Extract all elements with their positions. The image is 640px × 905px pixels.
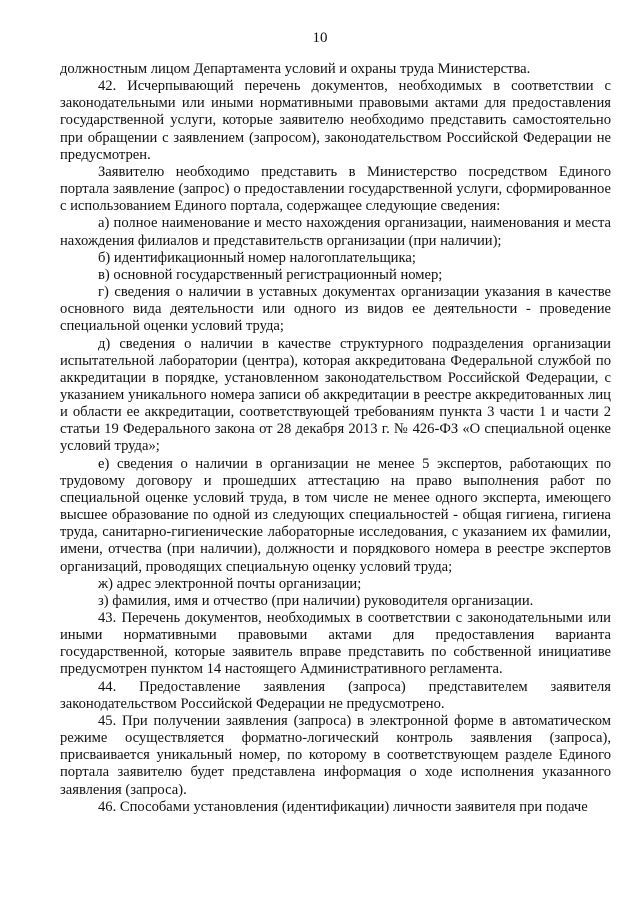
paragraph-44: 44. Предоставление заявления (запроса) представителем заявителя законодательством Российской Федерации не предусмотрено. bbox=[60, 678, 611, 712]
paragraph-43: 43. Перечень документов, необходимых в соответствии с законодательными или иными нормативными правовыми актами для предоставления варианта государственной, которые заявитель вправе представить по собственной инициативе предусмотрен пунктом 14 настоящего Административного регламента. bbox=[60, 610, 611, 678]
list-item-a: а) полное наименование и место нахождения организации, наименования и места нахождения филиалов и представительств организации (при наличии); bbox=[60, 215, 611, 249]
page-number: 10 bbox=[312, 30, 328, 46]
document-body bbox=[60, 61, 611, 816]
list-item-zh: ж) адрес электронной почты организации; bbox=[98, 575, 362, 592]
paragraph-46: 46. Способами установления (идентификации) личности заявителя при подаче bbox=[98, 798, 588, 815]
paragraph-42: 42. Исчерпывающий перечень документов, необходимых в соответствии с законодательными или иными нормативными правовыми актами для предоставления государственной услуги, которые заявителю необходимо представить самостоятельно при обращении с заявлением (запросом), законодательством Российской Федерации не предусмотрен. bbox=[60, 78, 611, 163]
list-item-z: з) фамилия, имя и отчество (при наличии) руководителя организации. bbox=[98, 592, 534, 609]
list-item-e: е) сведения о наличии в организации не менее 5 экспертов, работающих по трудовому договору и прошедших аттестацию на право выполнения работ по специальной оценке условий труда, в том числе не менее одного эксперта, имеющего высшее образование по одной из следующих специальностей - общая гигиена, гигиена труда, санитарно-гигиенические лабораторные исследования, с указанием их фамилии, имени, отчества (при наличии), должности и порядкового номера в реестре экспертов организаций, проводящих специальную оценку условий труда; bbox=[60, 455, 611, 575]
list-item-b: б) идентификационный номер налогоплательщика; bbox=[98, 249, 416, 266]
list-item-d: д) сведения о наличии в качестве структурного подразделения организации испытательной лаборатории (центра), которая аккредитована Федеральной службой по аккредитации в порядке, установленном законодательством Российской Федерации, с указанием уникального номера записи об аккредитации в реестре аккредитованных лиц и области ее аккредитации, соответствующей требованиям пункта 3 части 1 и части 2 статьи 19 Федерального закона от 28 декабря 2013 г. № 426-ФЗ «О специальной оценке условий труда»; bbox=[60, 335, 611, 455]
paragraph-45: 45. При получении заявления (запроса) в электронной форме в автоматическом режиме осуществляется форматно-логический контроль заявления (запроса), присваивается уникальный номер, по которому в соответствующем разделе Единого портала заявителю будет представлена информация о ходе исполнения указанного заявления (запроса). bbox=[60, 712, 611, 798]
paragraph-submission-requirements: Заявителю необходимо представить в Министерство посредством Единого портала заявление (запрос) о предоставлении государственной услуги, сформированное с использованием Единого портала, содержащее следующие сведения: bbox=[60, 163, 611, 215]
list-item-g: г) сведения о наличии в уставных документах организации указания в качестве основного вида деятельности или одного из видов ее деятельности - проведение специальной оценки условий труда; bbox=[60, 284, 611, 335]
list-item-v: в) основной государственный регистрационный номер; bbox=[98, 266, 443, 283]
paragraph-continuation: должностным лицом Департамента условий и охраны труда Министерства. bbox=[60, 61, 531, 77]
